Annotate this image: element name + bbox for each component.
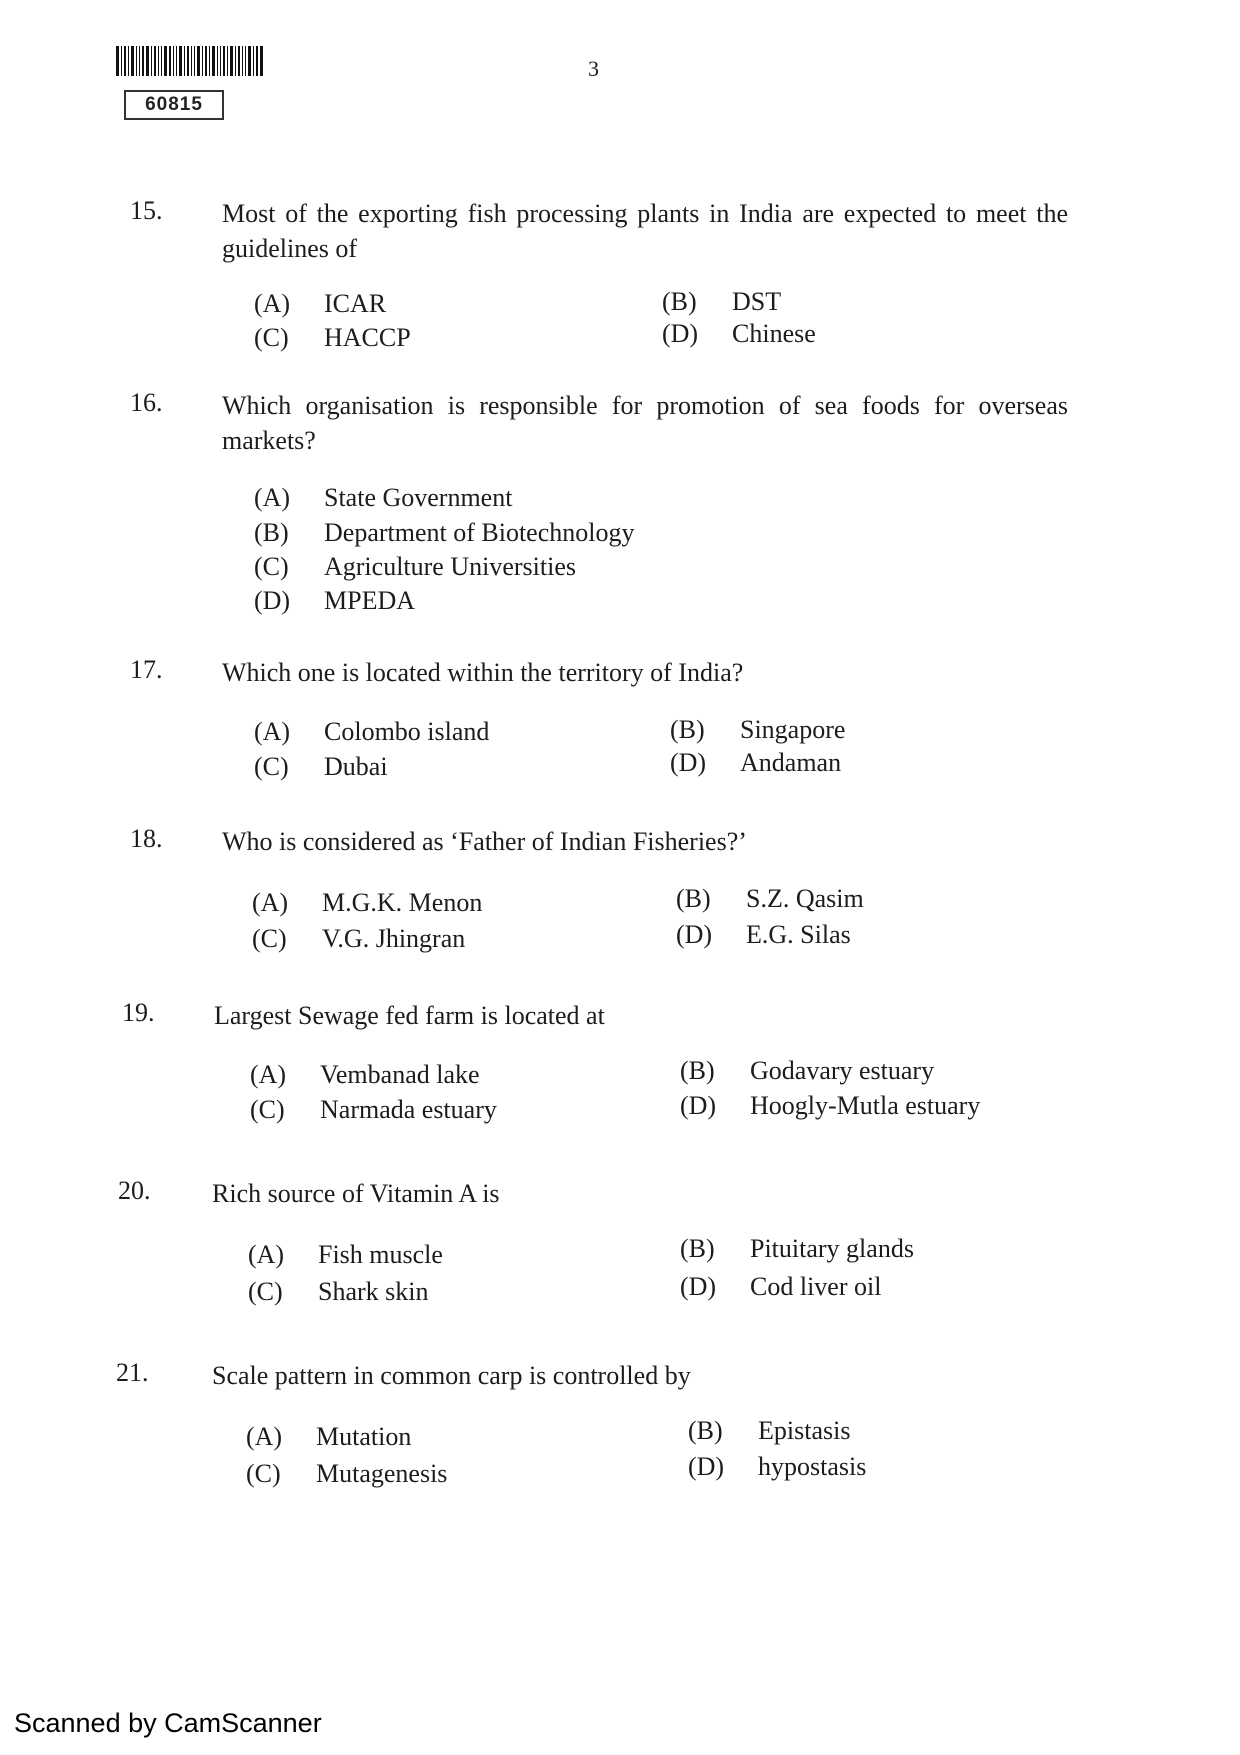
question-number: 21. xyxy=(116,1358,149,1387)
option-text: hypostasis xyxy=(758,1452,867,1481)
option-c xyxy=(248,1277,429,1307)
paper-code-box: 60815 xyxy=(124,90,224,120)
option-c xyxy=(252,924,465,954)
question-number: 16. xyxy=(130,388,163,417)
question-text: Rich source of Vitamin A is xyxy=(212,1179,500,1208)
option-letter: (D) xyxy=(676,920,713,949)
option-b xyxy=(676,884,864,914)
option-d xyxy=(688,1452,866,1482)
option-letter: (B) xyxy=(254,518,289,547)
option-b xyxy=(662,287,781,317)
option-text: V.G. Jhingran xyxy=(322,924,466,953)
option-text: Epistasis xyxy=(758,1416,851,1445)
option-text: MPEDA xyxy=(324,586,416,615)
option-letter: (B) xyxy=(676,884,711,913)
option-b xyxy=(680,1234,914,1264)
option-text: Godavary estuary xyxy=(750,1056,935,1085)
option-text: Cod liver oil xyxy=(750,1272,882,1301)
option-c xyxy=(250,1095,497,1125)
option-text: Shark skin xyxy=(318,1277,429,1306)
option-letter: (D) xyxy=(670,748,707,777)
option-text: State Government xyxy=(324,483,513,512)
option-letter: (A) xyxy=(252,888,289,917)
option-text: Department of Biotechnology xyxy=(324,518,635,547)
option-c xyxy=(254,752,388,782)
option-text: Andaman xyxy=(740,748,842,777)
option-d xyxy=(254,586,415,616)
option-text: Mutation xyxy=(316,1422,412,1451)
question-text: Scale pattern in common carp is controlled by xyxy=(212,1361,691,1390)
question-text: Largest Sewage fed farm is located at xyxy=(214,1001,605,1030)
option-letter: (A) xyxy=(254,483,291,512)
option-letter: (C) xyxy=(254,552,289,581)
option-a xyxy=(254,289,386,319)
option-text: E.G. Silas xyxy=(746,920,851,949)
option-text: Mutagenesis xyxy=(316,1459,448,1488)
option-letter: (B) xyxy=(662,287,697,316)
option-letter: (C) xyxy=(246,1459,281,1488)
option-text: Narmada estuary xyxy=(320,1095,497,1124)
option-d xyxy=(662,319,816,349)
option-letter: (B) xyxy=(680,1234,715,1263)
option-c xyxy=(254,552,576,582)
question-number: 17. xyxy=(130,655,163,684)
question-text: Who is considered as ‘Father of Indian Fisheries?’ xyxy=(222,827,747,856)
option-text: Agriculture Universities xyxy=(324,552,576,581)
option-a xyxy=(250,1060,480,1090)
option-text: Singapore xyxy=(740,715,846,744)
option-letter: (B) xyxy=(688,1416,723,1445)
option-d xyxy=(680,1272,881,1302)
option-letter: (B) xyxy=(680,1056,715,1085)
option-text: Chinese xyxy=(732,319,816,348)
option-letter: (C) xyxy=(254,752,289,781)
option-c xyxy=(254,323,411,353)
option-letter: (D) xyxy=(680,1091,717,1120)
option-letter: (C) xyxy=(252,924,287,953)
option-text: DST xyxy=(732,287,782,316)
option-text: Hoogly-Mutla estuary xyxy=(750,1091,981,1120)
option-letter: (D) xyxy=(680,1272,717,1301)
option-letter: (A) xyxy=(246,1422,283,1451)
option-b xyxy=(670,715,845,745)
option-d xyxy=(676,920,851,950)
barcode xyxy=(116,46,292,76)
option-b xyxy=(680,1056,934,1086)
option-letter: (D) xyxy=(254,586,291,615)
question-number: 15. xyxy=(130,196,163,225)
question-text: Which one is located within the territory of India? xyxy=(222,658,744,687)
scanner-watermark: Scanned by CamScanner xyxy=(14,1708,322,1738)
option-d xyxy=(680,1091,980,1121)
option-text: HACCP xyxy=(324,323,411,352)
option-text: Colombo island xyxy=(324,717,490,746)
option-text: Pituitary glands xyxy=(750,1234,914,1263)
page-number: 3 xyxy=(588,56,599,81)
option-letter: (D) xyxy=(688,1452,725,1481)
option-text: Dubai xyxy=(324,752,388,781)
option-a xyxy=(252,888,482,918)
option-a xyxy=(254,717,489,747)
option-text: M.G.K. Menon xyxy=(322,888,483,917)
option-text: S.Z. Qasim xyxy=(746,884,864,913)
option-letter: (C) xyxy=(254,323,289,352)
option-a xyxy=(248,1240,443,1270)
option-letter: (C) xyxy=(250,1095,285,1124)
option-letter: (B) xyxy=(670,715,705,744)
option-a xyxy=(254,483,512,513)
question-number: 18. xyxy=(130,824,163,853)
option-letter: (C) xyxy=(248,1277,283,1306)
option-letter: (A) xyxy=(254,289,291,318)
option-text: ICAR xyxy=(324,289,387,318)
question-number: 20. xyxy=(118,1176,151,1205)
option-letter: (A) xyxy=(250,1060,287,1089)
option-d xyxy=(670,748,841,778)
option-b xyxy=(254,518,634,548)
option-letter: (A) xyxy=(248,1240,285,1269)
question-number: 19. xyxy=(122,998,155,1027)
option-text: Vembanad lake xyxy=(320,1060,480,1089)
question-text: Which organisation is responsible for promotion of sea foods for overseas markets? xyxy=(222,391,1068,455)
option-b xyxy=(688,1416,850,1446)
option-a xyxy=(246,1422,411,1452)
option-text: Fish muscle xyxy=(318,1240,443,1269)
option-c xyxy=(246,1459,447,1489)
option-letter: (D) xyxy=(662,319,699,348)
option-letter: (A) xyxy=(254,717,291,746)
question-text: Most of the exporting fish processing plants in India are expected to meet the guidelines of xyxy=(222,199,1068,263)
